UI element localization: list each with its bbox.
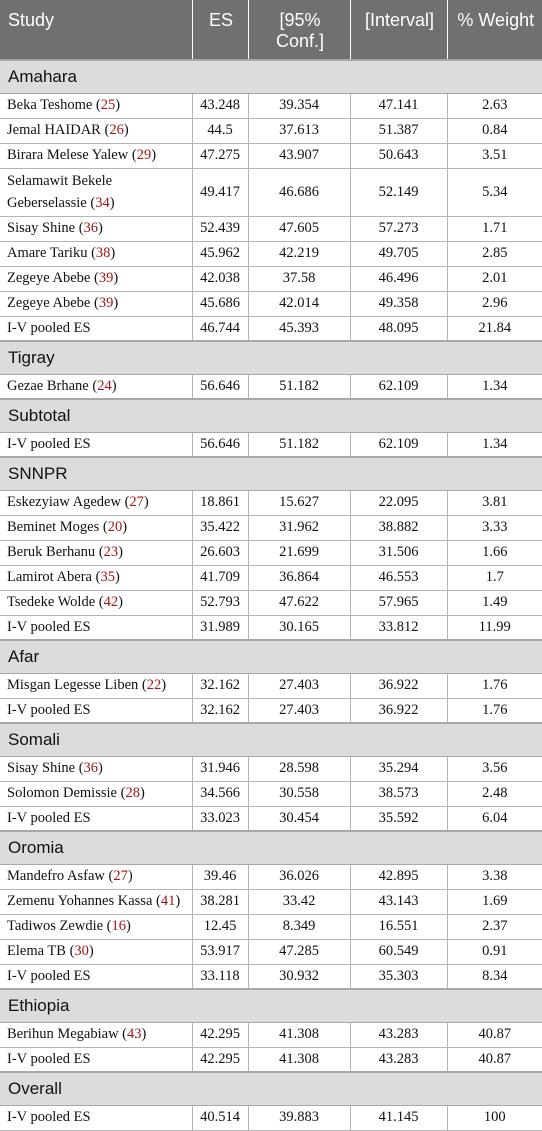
study-cell (0, 1047, 192, 1072)
ci-lower-cell: 30.165 (248, 615, 350, 640)
es-cell: 52.439 (192, 216, 248, 241)
ci-lower-cell: 37.58 (248, 266, 350, 291)
ci-lower-cell: 31.962 (248, 515, 350, 540)
header-interval: [Interval] (350, 0, 447, 60)
study-name: Beka Teshome (7, 97, 93, 113)
reference-link[interactable]: 38 (95, 245, 111, 261)
study-row (0, 216, 542, 241)
study-name: Jemal HAIDAR (7, 122, 101, 138)
es-cell: 39.46 (192, 864, 248, 889)
group-row (0, 723, 542, 756)
group-label: Afar (0, 640, 542, 673)
ci-upper-cell: 46.553 (350, 565, 447, 590)
es-cell: 34.566 (192, 781, 248, 806)
study-cell: Berihun Megabiaw (43) (0, 1022, 192, 1047)
study-row (0, 540, 542, 565)
weight-cell: 1.71 (447, 216, 542, 241)
study-cell: Beminet Moges (20) (0, 515, 192, 540)
ci-upper-cell: 49.705 (350, 241, 447, 266)
study-name: Elema TB (7, 943, 66, 959)
ci-upper-cell: 57.273 (350, 216, 447, 241)
study-cell (0, 316, 192, 341)
ci-lower-cell: 8.349 (248, 914, 350, 939)
ci-upper-cell: 43.283 (350, 1022, 447, 1047)
group-row (0, 60, 542, 93)
group-label: Overall (0, 1072, 542, 1105)
reference-link[interactable]: 39 (98, 295, 114, 311)
ci-upper-cell: 36.922 (350, 698, 447, 723)
study-cell: Birara Melese Yalew (29) (0, 143, 192, 168)
study-cell: Solomon Demissie (28) (0, 781, 192, 806)
weight-cell: 11.99 (447, 615, 542, 640)
es-cell: 33.118 (192, 964, 248, 989)
study-row (0, 590, 542, 615)
study-name: Zemenu Yohannes Kassa (7, 893, 153, 909)
es-cell: 45.962 (192, 241, 248, 266)
reference-link[interactable]: 41 (160, 893, 176, 909)
study-name: Beminet Moges (7, 519, 100, 535)
study-name: Misgan Legesse Liben (7, 677, 139, 693)
study-name: Birara Melese Yalew (7, 147, 129, 163)
group-row (0, 341, 542, 374)
weight-cell: 2.85 (447, 241, 542, 266)
ci-lower-cell: 30.932 (248, 964, 350, 989)
study-name: I-V pooled ES (7, 319, 91, 336)
es-cell: 12.45 (192, 914, 248, 939)
weight-cell: 3.81 (447, 490, 542, 515)
study-name: I-V pooled ES (7, 701, 91, 718)
weight-cell: 2.96 (447, 291, 542, 316)
ci-lower-cell: 28.598 (248, 756, 350, 781)
ci-lower-cell: 47.285 (248, 939, 350, 964)
study-name: Lamirot Abera (7, 569, 92, 585)
weight-cell: 2.37 (447, 914, 542, 939)
pooled-row (0, 432, 542, 457)
study-name: Gezae Brhane (7, 377, 89, 394)
study-row (0, 374, 542, 399)
group-label: SNNPR (0, 457, 542, 490)
study-row (0, 565, 542, 590)
study-name: I-V pooled ES (7, 1050, 91, 1067)
es-cell: 42.295 (192, 1022, 248, 1047)
study-name: Zegeye Abebe (7, 270, 91, 286)
weight-cell: 2.63 (447, 93, 542, 118)
es-cell: 46.744 (192, 316, 248, 341)
reference-link[interactable]: 22 (146, 677, 162, 693)
study-row (0, 118, 542, 143)
study-cell: Selamawit Bekele Geberselassie (34) (0, 168, 192, 216)
header-study: Study (0, 0, 192, 60)
weight-cell: 21.84 (447, 316, 542, 341)
ci-lower-cell: 42.219 (248, 241, 350, 266)
table-body (0, 60, 542, 1130)
ci-upper-cell: 35.592 (350, 806, 447, 831)
pooled-row (0, 1105, 542, 1130)
weight-cell: 3.38 (447, 864, 542, 889)
ci-upper-cell: 36.922 (350, 673, 447, 698)
study-name: Selamawit Bekele Geberselassie (7, 172, 113, 211)
reference-link[interactable]: 24 (97, 377, 112, 394)
reference-link[interactable]: 29 (136, 147, 152, 163)
study-row (0, 889, 542, 914)
pooled-row (0, 964, 542, 989)
ci-lower-cell: 47.605 (248, 216, 350, 241)
ci-lower-cell: 39.883 (248, 1105, 350, 1130)
study-row (0, 266, 542, 291)
ci-lower-cell: 42.014 (248, 291, 350, 316)
ci-lower-cell: 51.182 (248, 432, 350, 457)
weight-cell: 1.66 (447, 540, 542, 565)
weight-cell: 1.34 (447, 432, 542, 457)
header-es: ES (192, 0, 248, 60)
es-cell: 56.646 (192, 374, 248, 399)
study-row (0, 1022, 542, 1047)
study-name: I-V pooled ES (7, 1109, 91, 1125)
ci-upper-cell: 60.549 (350, 939, 447, 964)
reference-link[interactable]: 34 (95, 194, 110, 211)
weight-cell: 40.87 (447, 1047, 542, 1072)
es-cell: 31.989 (192, 615, 248, 640)
group-row (0, 399, 542, 432)
ci-lower-cell: 45.393 (248, 316, 350, 341)
reference-link[interactable]: 23 (103, 544, 119, 560)
reference-link[interactable]: 27 (129, 494, 144, 510)
ci-lower-cell: 41.308 (248, 1047, 350, 1072)
study-name: Tadiwos Zewdie (7, 918, 104, 934)
ci-upper-cell: 35.294 (350, 756, 447, 781)
weight-cell: 3.56 (447, 756, 542, 781)
ci-lower-cell: 36.026 (248, 864, 350, 889)
weight-cell: 0.84 (447, 118, 542, 143)
es-cell: 52.793 (192, 590, 248, 615)
es-cell: 45.686 (192, 291, 248, 316)
ci-upper-cell: 48.095 (350, 316, 447, 341)
pooled-row (0, 316, 542, 341)
pooled-row (0, 806, 542, 831)
group-row (0, 989, 542, 1022)
reference-link[interactable]: 36 (83, 760, 99, 776)
header-weight: % Weight (447, 0, 542, 60)
study-row (0, 143, 542, 168)
study-name: Zegeye Abebe (7, 295, 91, 311)
study-name: Amare Tariku (7, 245, 88, 261)
ci-upper-cell: 43.143 (350, 889, 447, 914)
es-cell: 41.709 (192, 565, 248, 590)
reference-link[interactable]: 30 (74, 943, 89, 959)
table-header (0, 0, 542, 60)
ci-lower-cell: 37.613 (248, 118, 350, 143)
reference-link[interactable]: 16 (111, 918, 126, 934)
group-label: Tigray (0, 341, 542, 374)
ci-upper-cell: 16.551 (350, 914, 447, 939)
weight-cell: 1.69 (447, 889, 542, 914)
study-cell: Zemenu Yohannes Kassa (41) (0, 889, 192, 914)
study-cell: Tsedeke Wolde (42) (0, 590, 192, 615)
study-name: Solomon Demissie (7, 785, 117, 801)
ci-lower-cell: 47.622 (248, 590, 350, 615)
study-row (0, 490, 542, 515)
group-row (0, 640, 542, 673)
ci-upper-cell: 62.109 (350, 374, 447, 399)
group-label: Subtotal (0, 399, 542, 432)
study-cell: Lamirot Abera (35) (0, 565, 192, 590)
ci-lower-cell: 30.558 (248, 781, 350, 806)
group-label: Somali (0, 723, 542, 756)
pooled-row (0, 615, 542, 640)
es-cell: 43.248 (192, 93, 248, 118)
study-cell: Sisay Shine (36) (0, 216, 192, 241)
study-name: I-V pooled ES (7, 435, 91, 452)
study-row (0, 781, 542, 806)
reference-link[interactable]: 43 (127, 1026, 142, 1042)
ci-lower-cell: 30.454 (248, 806, 350, 831)
study-name: Mandefro Asfaw (7, 868, 105, 884)
ci-upper-cell: 51.387 (350, 118, 447, 143)
reference-link[interactable]: 27 (113, 868, 128, 884)
ci-upper-cell: 33.812 (350, 615, 447, 640)
weight-cell: 2.48 (447, 781, 542, 806)
ci-upper-cell: 43.283 (350, 1047, 447, 1072)
study-name: Sisay Shine (7, 220, 76, 236)
study-cell: Zegeye Abebe (39) (0, 266, 192, 291)
reference-link[interactable]: 36 (83, 220, 99, 236)
ci-lower-cell: 51.182 (248, 374, 350, 399)
pooled-row (0, 1047, 542, 1072)
ci-upper-cell: 46.496 (350, 266, 447, 291)
study-row (0, 673, 542, 698)
study-name: Beruk Berhanu (7, 544, 96, 560)
study-cell: Elema TB (30) (0, 939, 192, 964)
weight-cell: 100 (447, 1105, 542, 1130)
study-cell (0, 964, 192, 989)
es-cell: 44.5 (192, 118, 248, 143)
ci-upper-cell: 52.149 (350, 168, 447, 216)
study-name: Sisay Shine (7, 760, 76, 776)
es-cell: 56.646 (192, 432, 248, 457)
reference-link[interactable]: 35 (100, 569, 115, 585)
ci-lower-cell: 15.627 (248, 490, 350, 515)
es-cell: 32.162 (192, 673, 248, 698)
es-cell: 26.603 (192, 540, 248, 565)
ci-upper-cell: 47.141 (350, 93, 447, 118)
reference-link[interactable]: 25 (100, 97, 116, 113)
ci-upper-cell: 42.895 (350, 864, 447, 889)
study-row (0, 914, 542, 939)
ci-lower-cell: 41.308 (248, 1022, 350, 1047)
group-label: Oromia (0, 831, 542, 864)
weight-cell: 1.49 (447, 590, 542, 615)
reference-link[interactable]: 42 (103, 594, 119, 610)
es-cell: 32.162 (192, 698, 248, 723)
study-cell: Sisay Shine (36) (0, 756, 192, 781)
ci-lower-cell: 33.42 (248, 889, 350, 914)
ci-upper-cell: 62.109 (350, 432, 447, 457)
study-row (0, 168, 542, 216)
study-row (0, 93, 542, 118)
group-row (0, 831, 542, 864)
study-cell: Misgan Legesse Liben (22) (0, 673, 192, 698)
ci-upper-cell: 35.303 (350, 964, 447, 989)
ci-lower-cell: 27.403 (248, 673, 350, 698)
group-row (0, 457, 542, 490)
ci-upper-cell: 38.882 (350, 515, 447, 540)
group-row (0, 1072, 542, 1105)
reference-link[interactable]: 28 (125, 785, 140, 801)
ci-upper-cell: 49.358 (350, 291, 447, 316)
header-conf: [95% Conf.] (248, 0, 350, 60)
study-cell (0, 432, 192, 457)
study-cell: Tadiwos Zewdie (16) (0, 914, 192, 939)
study-cell: Zegeye Abebe (39) (0, 291, 192, 316)
study-cell: Beka Teshome (25) (0, 93, 192, 118)
study-name: I-V pooled ES (7, 809, 91, 826)
study-cell (0, 698, 192, 723)
weight-cell: 8.34 (447, 964, 542, 989)
study-row (0, 864, 542, 889)
study-cell: Jemal HAIDAR (26) (0, 118, 192, 143)
study-cell: Gezae Brhane (24) (0, 374, 192, 399)
pooled-row (0, 698, 542, 723)
ci-lower-cell: 39.354 (248, 93, 350, 118)
study-row (0, 939, 542, 964)
es-cell: 31.946 (192, 756, 248, 781)
ci-lower-cell: 27.403 (248, 698, 350, 723)
es-cell: 47.275 (192, 143, 248, 168)
es-cell: 33.023 (192, 806, 248, 831)
ci-lower-cell: 21.699 (248, 540, 350, 565)
reference-link[interactable]: 20 (107, 519, 123, 535)
weight-cell: 3.51 (447, 143, 542, 168)
weight-cell: 0.91 (447, 939, 542, 964)
study-cell: Mandefro Asfaw (27) (0, 864, 192, 889)
es-cell: 40.514 (192, 1105, 248, 1130)
es-cell: 42.295 (192, 1047, 248, 1072)
study-row (0, 291, 542, 316)
study-cell: Eskezyiaw Agedew (27) (0, 490, 192, 515)
weight-cell: 5.34 (447, 168, 542, 216)
header-row (0, 0, 542, 60)
es-cell: 42.038 (192, 266, 248, 291)
es-cell: 49.417 (192, 168, 248, 216)
ci-upper-cell: 22.095 (350, 490, 447, 515)
reference-link[interactable]: 26 (109, 122, 124, 138)
group-label: Amahara (0, 60, 542, 93)
study-name: I-V pooled ES (7, 967, 91, 984)
study-name: Eskezyiaw Agedew (7, 494, 121, 510)
study-cell (0, 1105, 192, 1130)
weight-cell: 1.7 (447, 565, 542, 590)
ci-lower-cell: 43.907 (248, 143, 350, 168)
study-cell (0, 806, 192, 831)
study-cell: Amare Tariku (38) (0, 241, 192, 266)
study-row (0, 756, 542, 781)
study-row (0, 515, 542, 540)
ci-upper-cell: 41.145 (350, 1105, 447, 1130)
es-cell: 18.861 (192, 490, 248, 515)
weight-cell: 40.87 (447, 1022, 542, 1047)
study-name: Berihun Megabiaw (7, 1026, 119, 1042)
es-cell: 38.281 (192, 889, 248, 914)
es-cell: 53.917 (192, 939, 248, 964)
ci-lower-cell: 36.864 (248, 565, 350, 590)
study-cell: Beruk Berhanu (23) (0, 540, 192, 565)
es-cell: 35.422 (192, 515, 248, 540)
weight-cell: 3.33 (447, 515, 542, 540)
ci-upper-cell: 31.506 (350, 540, 447, 565)
weight-cell: 1.76 (447, 673, 542, 698)
ci-upper-cell: 57.965 (350, 590, 447, 615)
ci-lower-cell: 46.686 (248, 168, 350, 216)
study-cell (0, 615, 192, 640)
ci-upper-cell: 50.643 (350, 143, 447, 168)
group-label: Ethiopia (0, 989, 542, 1022)
ci-upper-cell: 38.573 (350, 781, 447, 806)
study-name: Tsedeke Wolde (7, 594, 96, 610)
weight-cell: 2.01 (447, 266, 542, 291)
study-row (0, 241, 542, 266)
weight-cell: 1.34 (447, 374, 542, 399)
weight-cell: 6.04 (447, 806, 542, 831)
weight-cell: 1.76 (447, 698, 542, 723)
study-name: I-V pooled ES (7, 618, 91, 635)
reference-link[interactable]: 39 (98, 270, 114, 286)
